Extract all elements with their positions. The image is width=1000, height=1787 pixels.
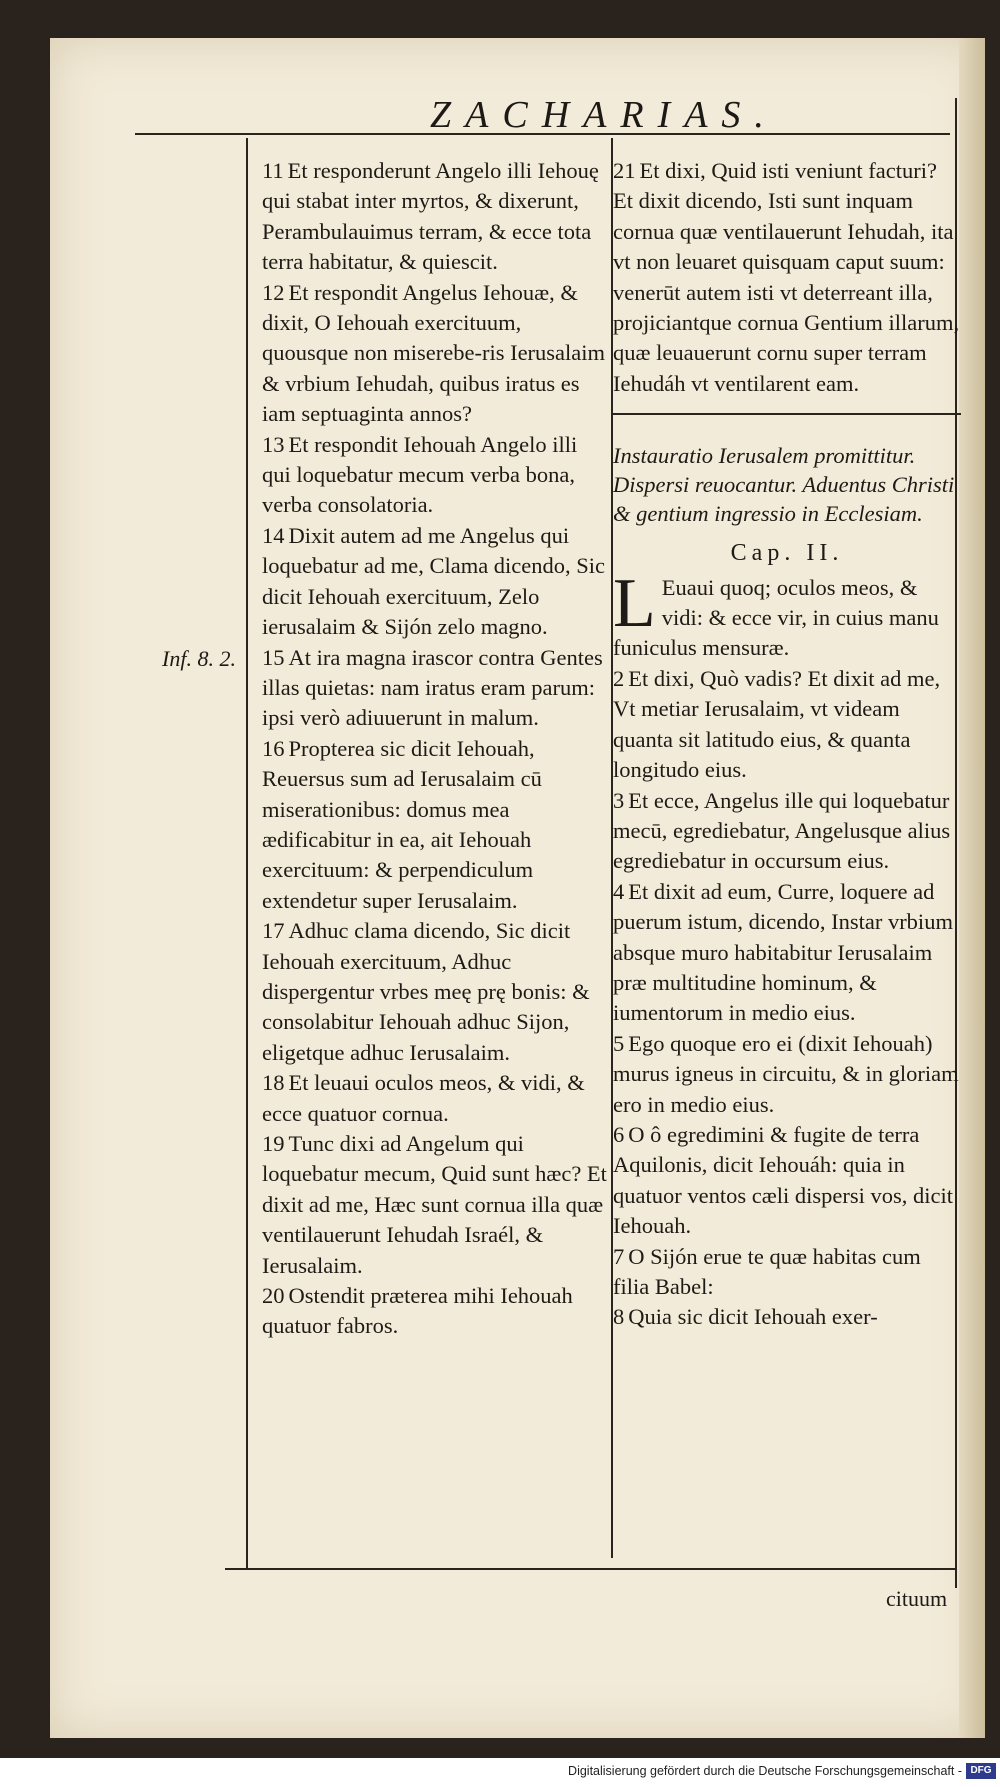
verse: 20 Ostendit præterea mihi Iehouah quatuor fabros. [262, 1283, 573, 1339]
left-column [262, 156, 607, 1342]
verse: 18 Et leuaui oculos meos, & vidi, & ecce quatuor cornua. [262, 1070, 585, 1126]
left-border-rule [246, 138, 248, 1568]
verse: 4 Et dixit ad eum, Curre, loquere ad puerum istum, dicendo, Instar vrbium absque muro habitabitur Ierusalaim præ multitudine hominum, & iumentorum in medio eius. [613, 878, 953, 1026]
verse: 5 Ego quoque ero ei (dixit Iehouah) murus igneus in circuitu, & in gloriam ero in medio eius. [613, 1030, 959, 1117]
verse: 15 At ira magna irascor contra Gentes illas quietas: nam iratus eram parum: ipsi verò adiuuerunt in malum. [262, 644, 603, 731]
drop-capital: L [613, 564, 656, 642]
verse: 2 Et dixi, Quò vadis? Et dixit ad me, Vt metiar Ierusalaim, vt videam quanta sit latitudo eius, & quanta longitudo eius. [613, 665, 941, 783]
footer-credit: Digitalisierung gefördert durch die Deutsche Forschungsgemeinschaft - [568, 1764, 962, 1778]
digitization-footer [0, 1758, 1000, 1787]
verse: 19 Tunc dixi ad Angelum qui loquebatur mecum, Quid sunt hæc? Et dixit ad me, Hæc sunt cornua illa quæ ventilauerunt Iehudah Israél, & Ierusalaim. [262, 1131, 607, 1278]
section-rule [613, 413, 961, 415]
page-edge [959, 38, 985, 1738]
verse: 12 Et respondit Angelus Iehouæ, & dixit, O Iehouah exercituum, quousque non miserebe-ris Ierusalaim & vrbium Iehudah, quibus iratus es iam septuaginta annos? [262, 279, 606, 427]
verse: 13 Et respondit Iehouah Angelo illi qui loquebatur mecum verba bona, verba consolatoria. [262, 431, 578, 518]
book-page [50, 38, 985, 1738]
verse: 7 O Sijón erue te quæ habitas cum filia Babel: [613, 1243, 921, 1299]
verse: 3 Et ecce, Angelus ille qui loquebatur mecū, egrediebatur, Angelusque alius egrediebatur in occursum eius. [613, 787, 951, 874]
verse: 8 Quia sic dicit Iehouah exer- [613, 1304, 878, 1330]
verse: 6 O ô egredimini & fugite de terra Aquilonis, dicit Iehouáh: quia in quatuor ventos cæli dispersi vos, dicit Iehouah. [613, 1121, 953, 1239]
verse: 16 Propterea sic dicit Iehouah, Reuersus sum ad Ierusalaim cū miserationibus: domus mea ædificabitur in ea, ait Iehouah exercituum: & perpendiculum extendetur super Ierusalaim. [262, 735, 542, 913]
chapter-heading: Cap. II. [730, 540, 844, 567]
verse: 21 Et dixi, Quid isti veniunt facturi? Et dixit dicendo, Isti sunt inquam cornua quæ ventilauerunt Iehudah, ita vt non leuaret quisquam caput suum: venerūt autem isti vt deterreant illa, projiciantque cornua Gentium illarum, quæ leuauerunt cornu super terram Iehudáh vt ventilarent eam. [613, 158, 960, 396]
margin-note: Inf. 8. 2. [162, 646, 236, 671]
verse: L Euaui quoq; oculos meos, & vidi: & ecce vir, in cuius manu funiculus mensuræ. [613, 564, 939, 661]
verse: 17 Adhuc clama dicendo, Sic dicit Iehouah exercituum, Adhuc dispergentur vrbes meę prę bonis: & consolabitur Iehouah adhuc Sijon, eligetque adhuc Ierusalaim. [262, 918, 590, 1065]
chapter-summary: Instauratio Ierusalem promittitur. Dispersi reuocantur. Aduentus Christi & gentium ingressio in Ecclesiam. [613, 443, 955, 527]
right-column [613, 156, 961, 1333]
verse: 11 Et responderunt Angelo illi Iehouę qui stabat inter myrtos, & dixerunt, Perambulauimus terram, & ecce tota terra habitatur, & quiescit. [262, 158, 599, 275]
header-rule [135, 133, 950, 135]
catchword: cituum [886, 1586, 948, 1611]
verse: 14 Dixit autem ad me Angelus qui loquebatur ad me, Clama dicendo, Sic dicit Iehouah exercituum, Zelo ierusalaim & Sijón zelo magno. [262, 522, 606, 640]
dfg-logo-icon: DFG [966, 1763, 996, 1779]
running-head: ZACHARIAS. [430, 94, 778, 136]
footer-rule [225, 1568, 955, 1570]
